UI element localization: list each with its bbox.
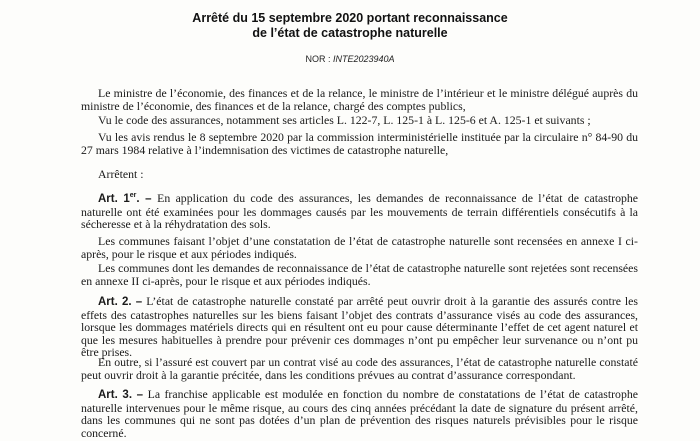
article-2 bbox=[81, 295, 638, 359]
decree-title-line-1: Arrêté du 15 septembre 2020 portant reconnaissance bbox=[192, 11, 508, 25]
article-3-text: La franchise applicable est modulée en fonction du nombre de constatations de l’état de catastrophe naturelle intervenues pour le même risque, au cours des cinq années précédant la date de signature du présent arrêté, dans les communes qui ne sont pas dotées d’un plan de prévention des risques naturels prévisibles pour le risque concerné. bbox=[81, 387, 638, 440]
article-1 bbox=[81, 192, 638, 231]
arretent-heading: Arrêtent : bbox=[98, 167, 144, 181]
article-1-paragraph-2: Les communes faisant l’objet d’une constatation de l’état de catastrophe naturelle sont recensées en annexe I ci-après, pour le risque et aux périodes indiqués. bbox=[81, 234, 638, 261]
nor-code: INTE2023940A bbox=[332, 54, 395, 64]
article-2-text: L’état de catastrophe naturelle constaté par arrêté peut ouvrir droit à la garantie des assurés contre les effets des catastrophes naturelles sur les biens faisant l’objet des contrats d’assurance visés au code des assurances, lorsque les dommages matériels directs qui en résultent ont eu pour cause déterminante l’effet de cet agent naturel et que les mesures habituelles à prendre pour prévenir ces dommages n’ont pu empêcher leur survenance ou n’ont pu être prises. bbox=[81, 294, 638, 360]
article-1-text: En application du code des assurances, les demandes de reconnaissance de l’état de catastrophe naturelle ont été examinées pour les dommages causés par les mouvements de terrain différentiels consécutifs à la sécheresse et à la réhydratation des sols. bbox=[81, 191, 639, 232]
preamble-code-assurances: Vu le code des assurances, notamment ses articles L. 122-7, L. 125-1 à L. 125-6 et A. 125-1 et suivants ; bbox=[98, 113, 591, 127]
article-1-ordinal: er bbox=[129, 192, 137, 200]
preamble-ministers: Le ministre de l’économie, des finances et de la relance, le ministre de l’intérieur et le ministre délégué auprès du ministre de l’économie, des finances et de la relance, chargé des comptes publics, bbox=[81, 86, 638, 113]
article-1-dash: . – bbox=[136, 193, 158, 205]
article-3 bbox=[81, 388, 638, 439]
nor-label: NOR : bbox=[305, 54, 333, 64]
decree-title-line-2: de l’état de catastrophe naturelle bbox=[252, 26, 448, 40]
nor-reference bbox=[0, 53, 700, 65]
preamble-avis-commission: Vu les avis rendus le 8 septembre 2020 par la commission interministérielle instituée par la circulaire n° 84-90 du 27 mars 1984 relative à l’indemnisation des victimes de catastrophe naturelle, bbox=[81, 130, 638, 157]
article-1-paragraph-3: Les communes dont les demandes de reconnaissance de l’état de catastrophe naturelle sont rejetées sont recensées en annexe II ci-après, pour le risque et aux périodes indiqués. bbox=[81, 261, 638, 288]
article-1-number: Art. 1 bbox=[98, 193, 130, 205]
article-3-label: Art. 3. – bbox=[98, 389, 148, 401]
article-2-paragraph-2: En outre, si l’assuré est couvert par un contrat visé au code des assurances, l’état de catastrophe naturelle constaté peut ouvrir droit à la garantie précitée, dans les conditions prévues au contrat d’assurance correspondant. bbox=[81, 355, 638, 382]
article-2-label: Art. 2. – bbox=[98, 296, 147, 308]
article-1-label bbox=[98, 193, 157, 205]
